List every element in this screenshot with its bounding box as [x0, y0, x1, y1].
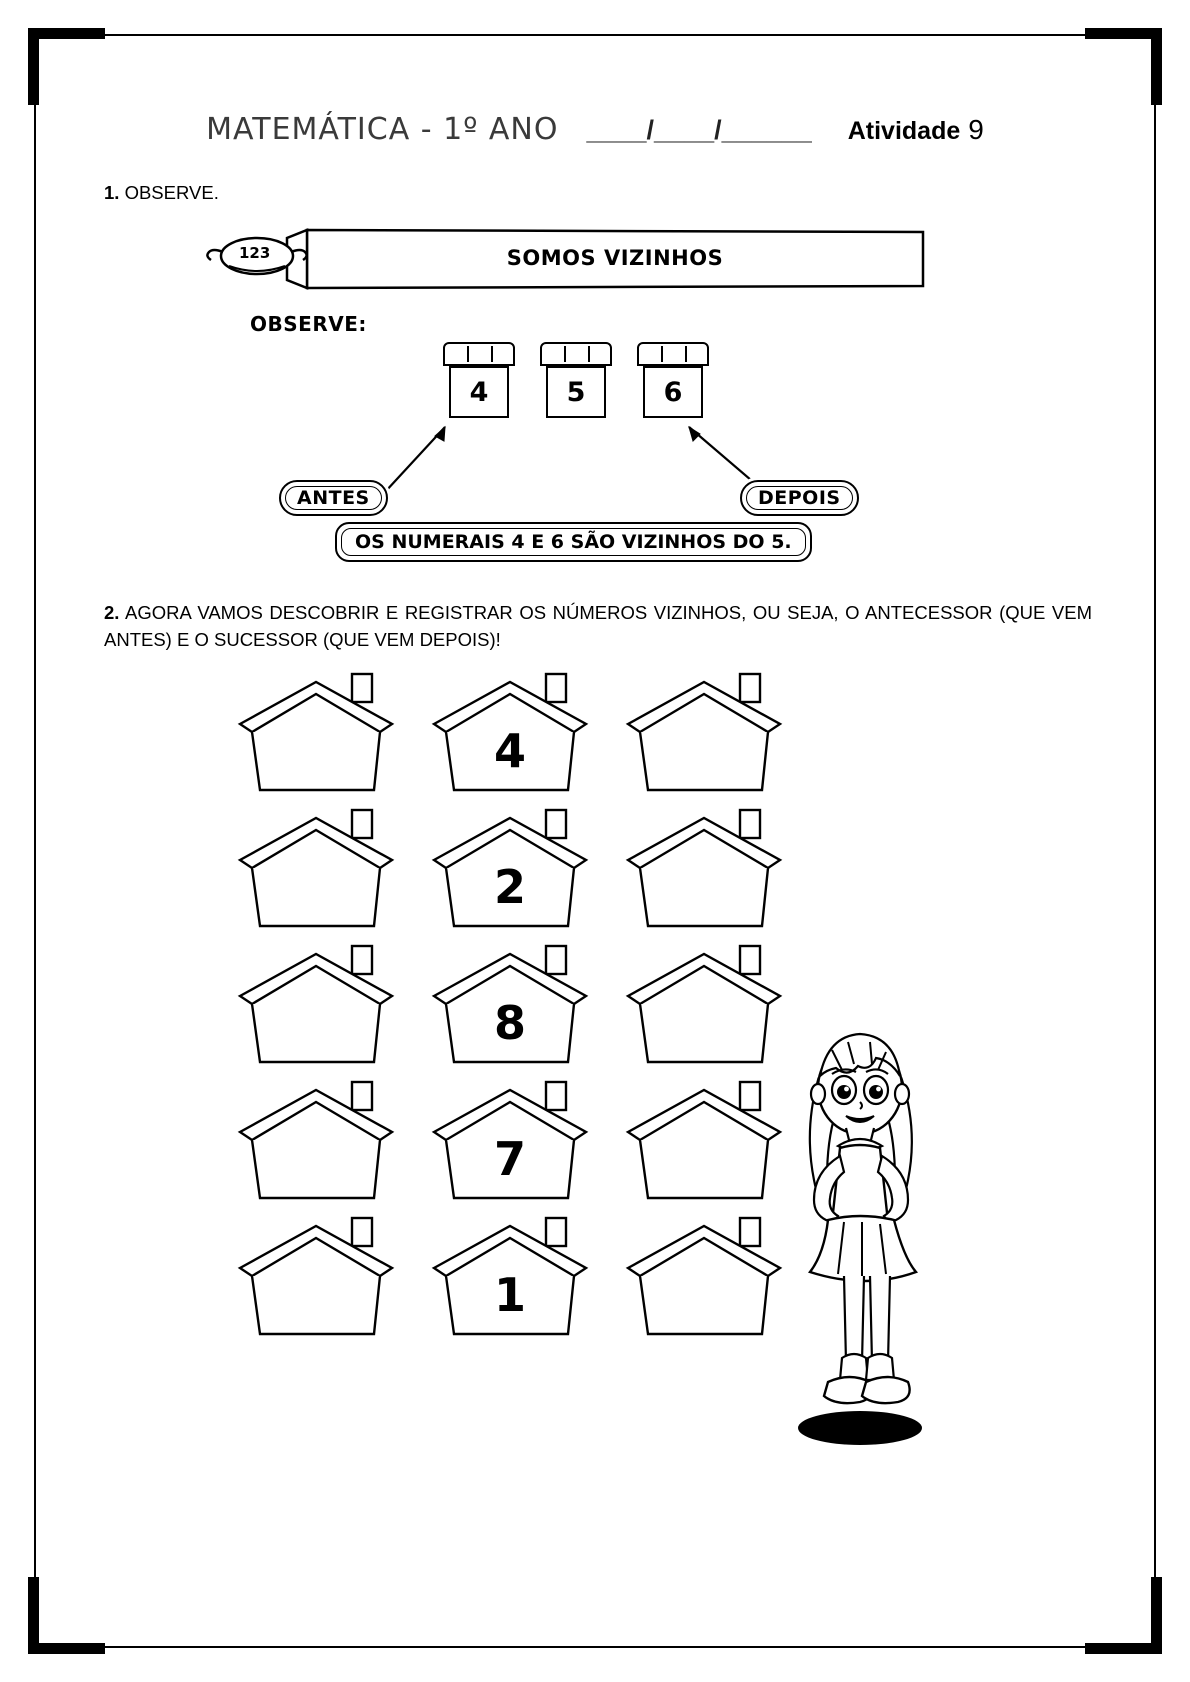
house-number: 2	[493, 860, 526, 914]
house-row	[228, 1212, 798, 1338]
label-depois: DEPOIS	[740, 480, 859, 516]
activity-label-text: Atividade	[847, 117, 961, 145]
house-outline-icon	[228, 1212, 404, 1338]
house-cell-after[interactable]	[616, 1212, 792, 1338]
house-number: 5	[546, 366, 606, 418]
house-outline-icon	[616, 1076, 792, 1202]
house-row	[228, 940, 798, 1066]
page-title: MATEMÁTICA - 1º ANO	[206, 112, 559, 147]
house-cell-middle	[422, 1212, 598, 1338]
house-outline-icon	[228, 1076, 404, 1202]
house-cell-before[interactable]	[228, 1212, 404, 1338]
question-2-number: 2.	[104, 602, 120, 623]
girl-illustration	[778, 1010, 938, 1450]
house-cell-after[interactable]	[616, 1076, 792, 1202]
house-cell-middle	[422, 1076, 598, 1202]
house-cell-before[interactable]	[228, 940, 404, 1066]
page-border-top	[94, 34, 1096, 36]
activity-number: 9	[968, 114, 984, 145]
house-number: 7	[493, 1132, 526, 1186]
house-cell-before[interactable]	[228, 1076, 404, 1202]
question-2	[104, 600, 1092, 654]
house-row	[228, 1076, 798, 1202]
girl-icon	[778, 1010, 938, 1450]
house-cell-middle	[422, 804, 598, 930]
house-number: 4	[493, 724, 526, 778]
house-cell-after[interactable]	[616, 804, 792, 930]
house-outline-icon	[616, 804, 792, 930]
house-cell-after[interactable]	[616, 668, 792, 794]
house-cell-before[interactable]	[228, 804, 404, 930]
house-outline-icon	[228, 940, 404, 1066]
house-outline-icon	[616, 940, 792, 1066]
house-cell-middle	[422, 940, 598, 1066]
house-cell-before[interactable]	[228, 668, 404, 794]
page-border-bottom	[94, 1646, 1096, 1648]
page-border-right	[1154, 94, 1156, 1588]
house-outline-icon	[228, 668, 404, 794]
house-outline-icon	[228, 804, 404, 930]
page-corner-top-left	[28, 28, 105, 105]
house-cell-after[interactable]	[616, 940, 792, 1066]
house-number: 1	[493, 1268, 526, 1322]
house-number: 8	[493, 996, 526, 1050]
question-1-text: OBSERVE.	[124, 182, 219, 203]
question-2-text: AGORA VAMOS DESCOBRIR E REGISTRAR OS NÚMEROS VIZINHOS, OU SEJA, O ANTECESSOR (QUE VEM ANTES) E O SUCESSOR (QUE VEM DEPOIS)!	[104, 602, 1092, 650]
house-number: 4	[449, 366, 509, 418]
activity-label	[848, 114, 984, 146]
date-blank-field[interactable]: ____/____/______	[586, 115, 812, 145]
house-number: 6	[643, 366, 703, 418]
house-outline-icon	[616, 1212, 792, 1338]
example-figure	[195, 222, 925, 572]
page-corner-top-right	[1085, 28, 1162, 105]
label-antes: ANTES	[279, 480, 388, 516]
figure-caption: OS NUMERAIS 4 E 6 SÃO VIZINHOS DO 5.	[335, 522, 812, 562]
house-row	[228, 668, 798, 794]
house-cell-middle	[422, 668, 598, 794]
house-row	[228, 804, 798, 930]
page-corner-bottom-left	[28, 1577, 105, 1654]
banner-title: SOMOS VIZINHOS	[506, 246, 724, 270]
page-border-left	[34, 94, 36, 1588]
page-corner-bottom-right	[1085, 1577, 1162, 1654]
house-outline-icon	[616, 668, 792, 794]
houses-answer-grid	[228, 668, 798, 1348]
question-1-number: 1.	[104, 182, 120, 203]
worksheet-header	[0, 112, 1190, 147]
observe-label: OBSERVE:	[250, 312, 367, 336]
svg-text:123: 123	[239, 244, 271, 262]
question-1	[104, 182, 219, 204]
